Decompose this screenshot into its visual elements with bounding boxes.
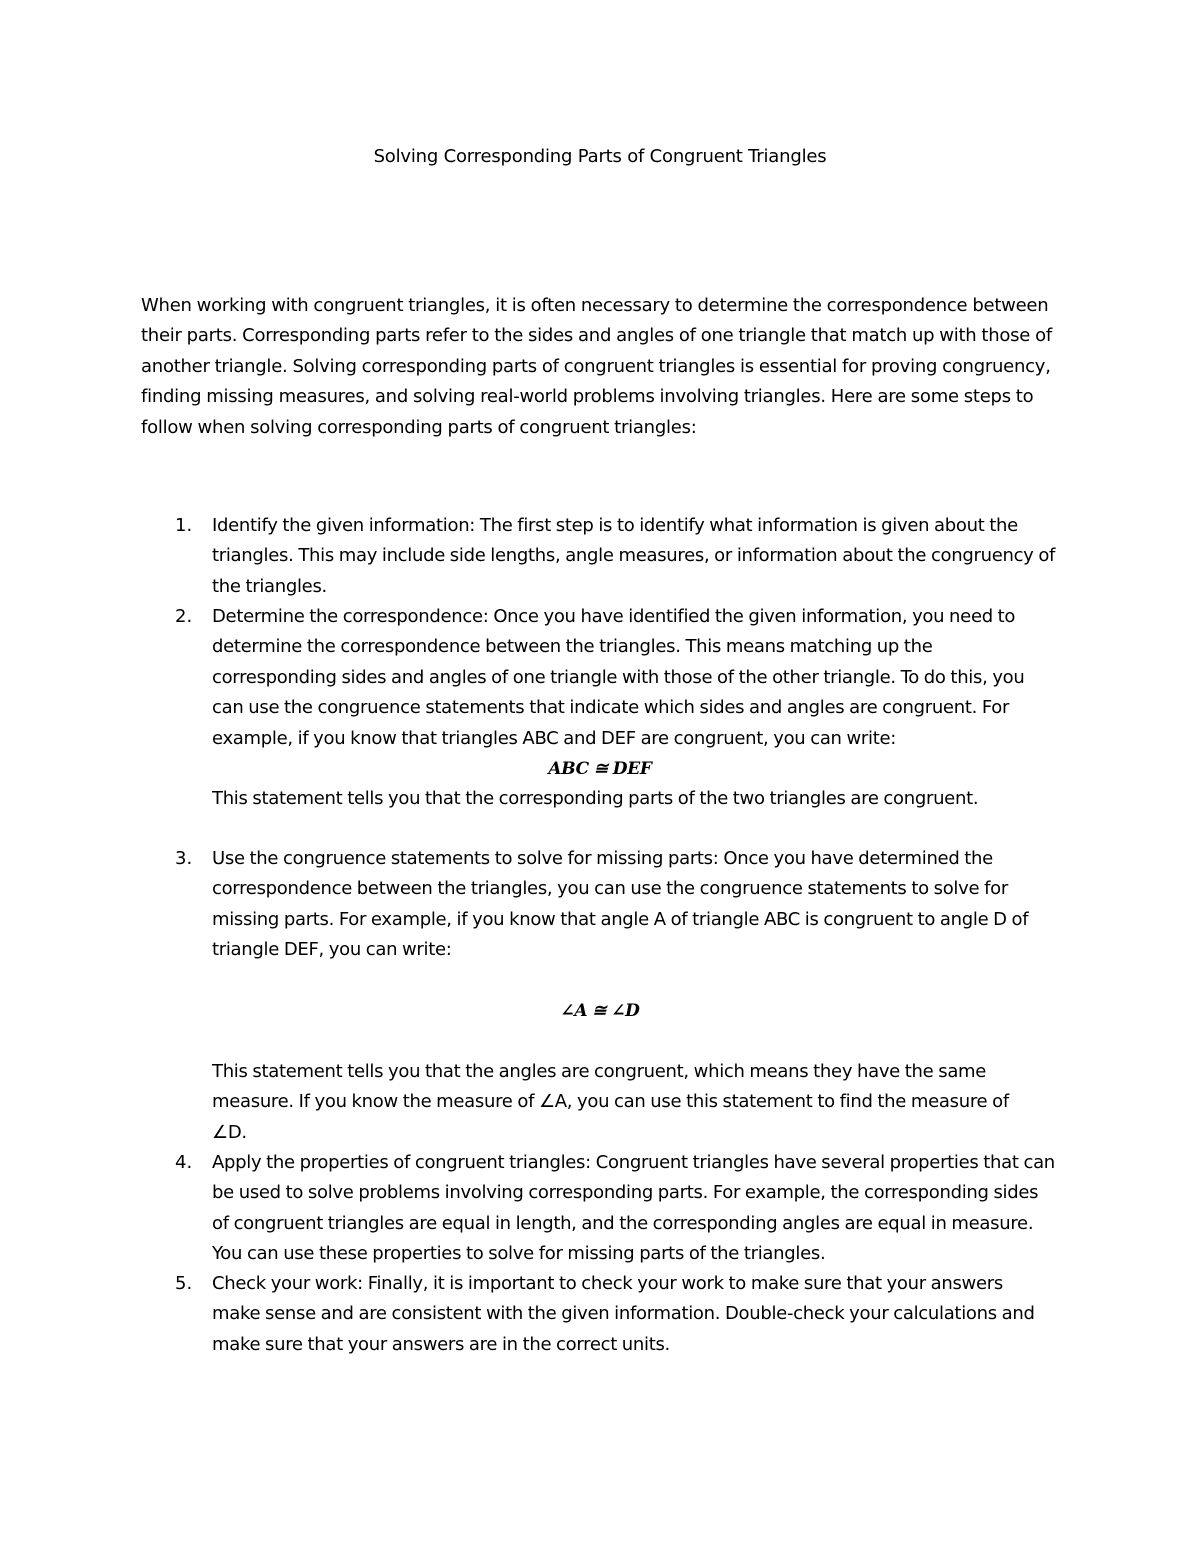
angle-equation: ∠A ≅ ∠D — [560, 1001, 640, 1022]
intro-line: follow when solving corresponding parts of congruent triangles: — [141, 416, 697, 438]
step-line: determine the correspondence between the triangles. This means matching up the — [212, 636, 933, 658]
step-line: Identify the given information: The first step is to identify what information is given about the — [212, 515, 1018, 536]
step-line: Apply the properties of congruent triangles: Congruent triangles have several properties that can — [212, 1152, 1055, 1173]
step-number: 5. — [175, 1273, 193, 1294]
step-text — [212, 511, 1062, 602]
step-number: 3. — [175, 848, 193, 869]
step-line: example, if you know that triangles ABC and DEF are congruent, you can write: — [212, 727, 897, 749]
intro-line: another triangle. Solving corresponding parts of congruent triangles is essential for proving congruency, — [141, 355, 1051, 377]
step-line: make sense and are consistent with the given information. Double-check your calculations and — [212, 1303, 1035, 1325]
step-text — [212, 1148, 1062, 1270]
step-line: missing parts. For example, if you know that angle A of triangle ABC is congruent to angle D of — [212, 908, 1029, 930]
step-line: corresponding sides and angles of one triangle with those of the other triangle. To do this, you — [212, 666, 1025, 688]
step-line: Determine the correspondence: Once you have identified the given information, you need to — [212, 606, 1016, 627]
intro-line: finding missing measures, and solving real-world problems involving triangles. Here are some steps to — [141, 386, 1034, 408]
step-line: be used to solve problems involving corresponding parts. For example, the corresponding sides — [212, 1182, 1039, 1204]
step-line: of congruent triangles are equal in length, and the corresponding angles are equal in measure. — [212, 1212, 1034, 1234]
step-text — [212, 602, 1062, 815]
step-line: triangle DEF, you can write: — [212, 939, 452, 961]
step-number: 1. — [175, 515, 193, 536]
step-line: This statement tells you that the corresponding parts of the two triangles are congruent. — [212, 788, 979, 810]
step-line: the triangles. — [212, 575, 327, 597]
step-number: 4. — [175, 1152, 193, 1173]
step-line: ∠D. — [212, 1121, 247, 1143]
congruence-equation: ABC ≅ DEF — [548, 759, 652, 780]
step-line: You can use these properties to solve for missing parts of the triangles. — [212, 1243, 826, 1265]
step-text — [212, 844, 1062, 1148]
document-title: Solving Corresponding Parts of Congruent Triangles — [373, 146, 827, 167]
step-line: Use the congruence statements to solve for missing parts: Once you have determined the — [212, 848, 993, 869]
equation-row — [212, 996, 1062, 1026]
step-line: measure. If you know the measure of ∠A, you can use this statement to find the measure of — [212, 1091, 1009, 1113]
intro-line: their parts. Corresponding parts refer to the sides and angles of one triangle that match up with those of — [141, 325, 1052, 347]
step-line: Check your work: Finally, it is important to check your work to make sure that your answers — [212, 1273, 1003, 1294]
step-number: 2. — [175, 606, 193, 627]
step-line: can use the congruence statements that indicate which sides and angles are congruent. For — [212, 697, 1010, 719]
intro-line: When working with congruent triangles, it is often necessary to determine the correspondence between — [141, 295, 1049, 316]
step-line: make sure that your answers are in the correct units. — [212, 1333, 670, 1355]
intro-paragraph — [141, 291, 1061, 443]
step-text — [212, 1269, 1062, 1360]
equation-row — [212, 754, 1062, 784]
step-line: triangles. This may include side lengths, angle measures, or information about the congruency of — [212, 545, 1056, 567]
step-line: This statement tells you that the angles are congruent, which means they have the same — [212, 1060, 987, 1082]
step-line: correspondence between the triangles, you can use the congruence statements to solve for — [212, 878, 1008, 900]
